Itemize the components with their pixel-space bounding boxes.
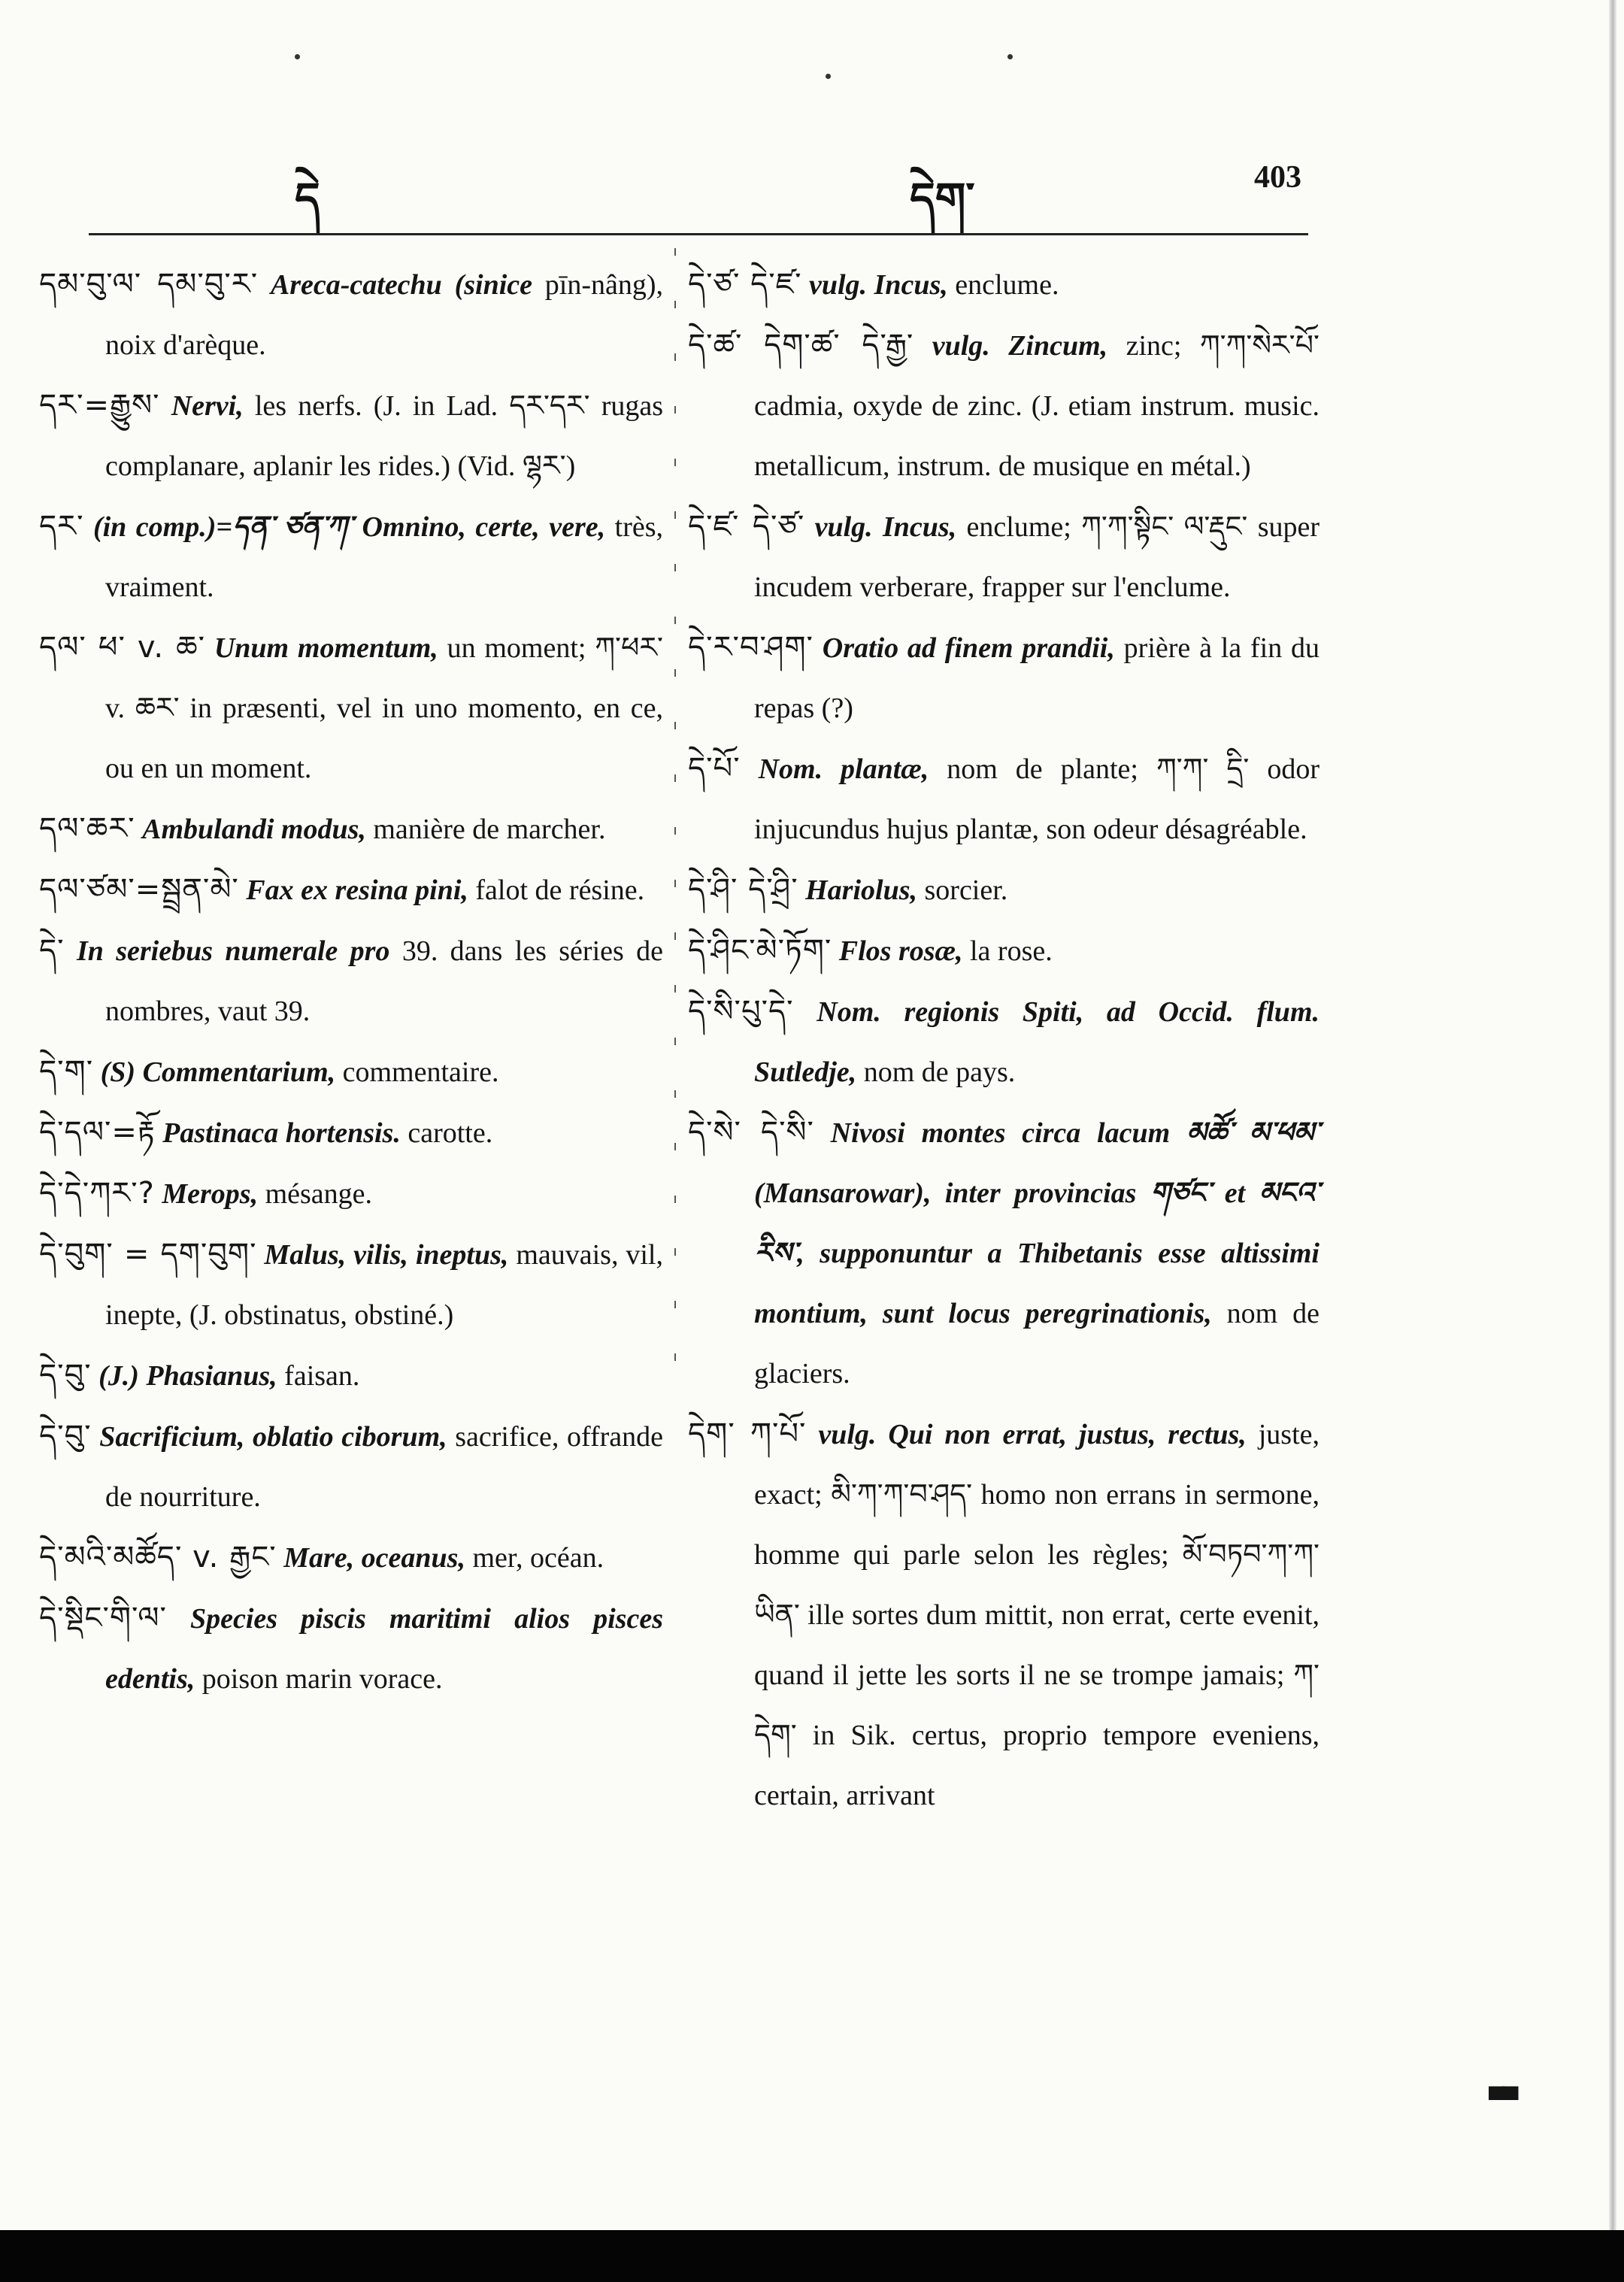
dictionary-entry: [39, 1345, 663, 1406]
tibetan-headword: དེ་ཤིང་མེ་ཏོག་: [688, 933, 832, 968]
latin-gloss: Nom. plantæ,: [758, 753, 929, 785]
dictionary-entry: [688, 1102, 1320, 1404]
dictionary-entry: [688, 617, 1320, 738]
latin-gloss: Flos rosæ,: [838, 935, 963, 967]
latin-gloss: Nom. regionis Spiti, ad Occid. flum. Sutledje,: [754, 996, 1320, 1088]
dictionary-entry: [39, 617, 663, 799]
tibetan-headword: དལ་ཙམ་=སྦྲན་མེ་: [39, 872, 239, 907]
latin-gloss: Unum momentum,: [214, 632, 438, 664]
dictionary-entry: [688, 254, 1320, 315]
latin-gloss: Ambulandi modus,: [142, 814, 366, 845]
tibetan-headword: དེ་སྡིང་གི་ལ་: [39, 1601, 167, 1635]
dictionary-entry: [39, 1406, 663, 1527]
latin-gloss: Areca-catechu (sinice: [270, 269, 533, 301]
latin-gloss: (S) Commentarium,: [100, 1056, 336, 1088]
tibetan-headword: དེ་ཚ་ དེག་ཚ་ དེ་རྒྱ་: [688, 328, 914, 362]
latin-gloss: In seriebus numerale pro: [76, 935, 390, 967]
dictionary-entry: [39, 1163, 663, 1224]
french-gloss: poison marin vorace.: [201, 1663, 443, 1695]
tibetan-headword: དེ་: [39, 933, 65, 968]
dictionary-entry: [39, 799, 663, 859]
latin-gloss: Fax ex resina pini,: [246, 874, 468, 906]
dictionary-entry: [688, 738, 1320, 859]
french-gloss: nom de glaciers.: [754, 1298, 1320, 1390]
dictionary-entry: [688, 315, 1320, 496]
dictionary-entry: [39, 1588, 663, 1709]
dictionary-entry: [39, 496, 663, 617]
dictionary-entry: [688, 496, 1320, 617]
tibetan-headword: དལ་ཆར་: [39, 811, 135, 846]
french-gloss: falot de résine.: [475, 874, 645, 906]
latin-gloss: vulg. Zincum,: [932, 330, 1108, 362]
latin-gloss: Pastinaca hortensis.: [162, 1117, 401, 1149]
french-gloss: les nerfs. (J. in Lad. དར་དར་ rugas complanare, aplanir les rides.) (Vid. ལྷར་): [105, 390, 664, 482]
french-gloss: prière à la fin du repas (?): [754, 632, 1320, 724]
print-speck: [1007, 54, 1013, 59]
tibetan-headword: དེ་དལ་=རྟོ: [39, 1115, 156, 1150]
french-gloss: 39. dans les séries de nombres, vaut 39.: [105, 935, 664, 1027]
french-gloss: nom de pays.: [863, 1056, 1016, 1088]
french-gloss: mer, océan.: [472, 1542, 604, 1574]
tibetan-headword: དེ་ར་བ་ཤག་: [688, 630, 814, 665]
latin-gloss: Oratio ad finem prandii,: [822, 632, 1115, 664]
dictionary-entry: [39, 254, 663, 375]
latin-gloss: (J.) Phasianus,: [98, 1360, 277, 1392]
dictionary-entry: [688, 920, 1320, 981]
latin-gloss: Hariolus,: [805, 874, 917, 906]
running-head-center: དེག་: [910, 173, 975, 224]
latin-gloss: (in comp.)=དན་ ཙན་ཀ་ Omnino, certe, vere,: [92, 511, 606, 543]
tibetan-headword: དལ་ ཕ་ v. ཆ་: [39, 630, 206, 665]
dictionary-entry: [39, 1102, 663, 1163]
right-column: [688, 254, 1320, 1826]
french-gloss: enclume; ཀ་ཀ་སྟིང་ ལ་རྡུང་ super incudem verberare, frapper sur l'enclume.: [754, 511, 1320, 603]
print-speck: [826, 74, 831, 79]
tibetan-headword: དེ་པོ་: [688, 751, 741, 786]
french-gloss: sacrifice, offrande de nourriture.: [105, 1421, 664, 1513]
dictionary-entry: [39, 1041, 663, 1102]
header-rule: [89, 233, 1308, 235]
latin-gloss: vulg. Incus,: [814, 511, 957, 543]
tibetan-headword: དེ་ཙ་ དེ་ཛ་: [688, 267, 802, 302]
tibetan-headword: དེག་ ཀ་པོ་: [688, 1417, 807, 1451]
latin-gloss: vulg. Incus,: [808, 269, 948, 301]
dictionary-entry: [688, 859, 1320, 920]
page-edge-shadow: [1609, 0, 1616, 2282]
latin-gloss: Nervi,: [171, 390, 244, 422]
french-gloss: sorcier.: [924, 874, 1008, 906]
tibetan-headword: དེ་བུག་ = དག་བུག་: [39, 1237, 257, 1271]
french-gloss: nom de plante; ཀ་ཀ་ དྲི་ odor injucundus hujus plantæ, son odeur désagréable.: [754, 753, 1320, 845]
tibetan-headword: དར་=རྒྱུས་: [39, 388, 160, 423]
french-gloss: juste, exact; མི་ཀ་ཀ་བ་ཤད་ homo non errans in sermone, homme qui parle selon les règles; མོ་བཏབ་ཀ་ཀ་ཡིན་ ille sortes dum mittit, non errat, certe evenit, quand il jette les sorts il ne se trompe jamais; ཀ་དེག་ in Sik. certus, proprio tempore eveniens, certain, arrivant: [754, 1419, 1320, 1811]
print-speck: [295, 54, 300, 59]
dictionary-entry: [39, 920, 663, 1041]
page-number: 403: [1254, 160, 1301, 195]
scan-mark-icon: ▀▀: [1489, 2087, 1516, 2112]
tibetan-headword: དེ་དེ་ཀར་?: [39, 1176, 155, 1211]
french-gloss: carotte.: [408, 1117, 493, 1149]
left-column: [39, 254, 663, 1709]
dictionary-entry: [688, 981, 1320, 1102]
dictionary-entry: [39, 859, 663, 920]
french-gloss: enclume.: [955, 269, 1059, 301]
tibetan-headword: དེ་ཛ་ དེ་ཙ་: [688, 509, 805, 544]
dictionary-entry: [39, 375, 663, 496]
latin-gloss: Nivosi montes circa lacum མཚོ་ མ་ཕམ་ (Mansarowar), inter provincias གཙང་ et མངའ་རིས་, supponuntur a Thibetanis esse altissimi montium, sunt locus peregrinationis,: [754, 1117, 1320, 1329]
french-gloss: très, vraiment.: [105, 511, 664, 603]
tibetan-headword: དེ་བུ་: [39, 1358, 92, 1393]
french-gloss: commentaire.: [342, 1056, 499, 1088]
tibetan-headword: དེ་མའི་མཚོད་ v. རྒྱང་: [39, 1540, 277, 1574]
french-gloss: mauvais, vil, inepte, (J. obstinatus, obstiné.): [105, 1239, 663, 1331]
scan-bottom-border: [0, 2230, 1624, 2282]
french-gloss: zinc; ཀ་ཀ་སེར་པོ་ cadmia, oxyde de zinc. (J. etiam instrum. music. metallicum, instrum. de musique en métal.): [754, 330, 1320, 482]
latin-gloss: Merops,: [162, 1178, 259, 1210]
tibetan-headword: དར་: [39, 509, 84, 544]
tibetan-headword: དེ་ག་: [39, 1054, 94, 1089]
latin-gloss: Malus, vilis, ineptus,: [264, 1239, 509, 1271]
french-gloss: faisan.: [284, 1360, 360, 1392]
latin-gloss: Mare, oceanus,: [283, 1542, 465, 1574]
french-gloss: un moment; ཀ་ཕར་ v. ཆར་ in præsenti, vel in uno momento, en ce, ou en un moment.: [105, 632, 663, 784]
french-gloss: manière de marcher.: [373, 814, 606, 845]
tibetan-headword: དེ་སེ་ དེ་སི་: [688, 1115, 814, 1150]
latin-gloss: Sacrificium, oblatio ciborum,: [99, 1421, 447, 1453]
running-head-left: དེ: [295, 173, 320, 224]
latin-gloss: vulg. Qui non errat, justus, rectus,: [818, 1419, 1247, 1450]
french-gloss: mésange.: [265, 1178, 373, 1210]
dictionary-entry: [39, 1527, 663, 1588]
tibetan-headword: དམ་བུ་ལ་ དམ་བུ་ར་: [39, 267, 259, 302]
tibetan-headword: དེ་བུ་: [39, 1419, 92, 1453]
column-divider: [674, 248, 676, 1391]
french-gloss: pīn-nâng), noix d'arèque.: [105, 269, 664, 361]
dictionary-entry: [688, 1404, 1320, 1826]
tibetan-headword: དེ་སི་པུ་དེ་: [688, 994, 794, 1029]
tibetan-headword: དེ་ཤི་ དེ་ཤྲི་: [688, 872, 798, 907]
dictionary-entry: [39, 1224, 663, 1345]
latin-gloss: Species piscis maritimi alios pisces edentis,: [105, 1603, 663, 1695]
french-gloss: la rose.: [970, 935, 1053, 967]
